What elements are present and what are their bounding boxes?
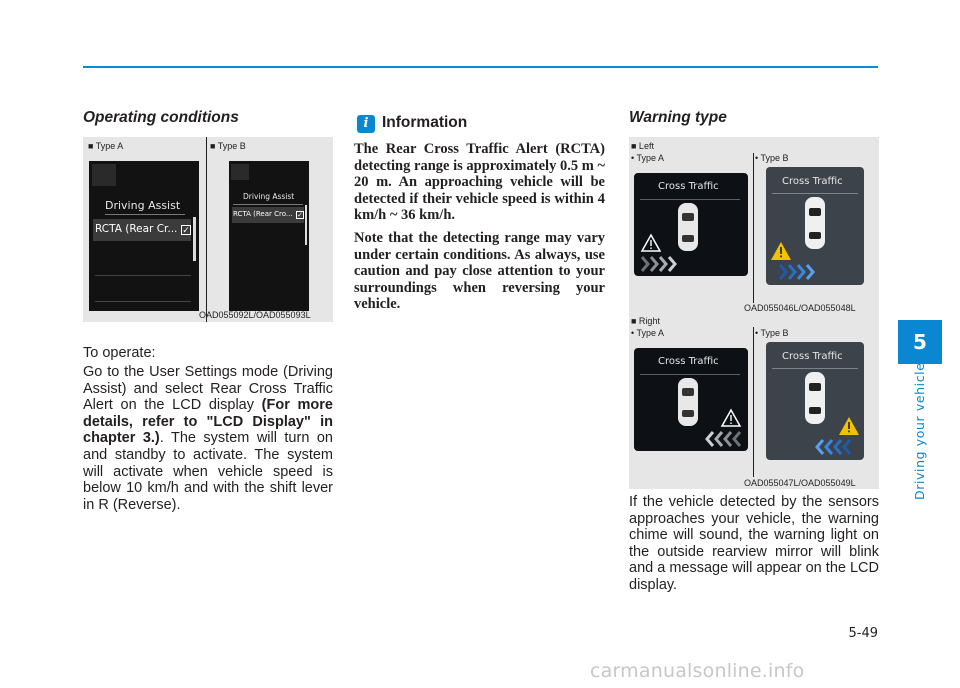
figure-divider [753, 153, 754, 303]
lcd-screen-tab [231, 164, 249, 180]
screen-title: Cross Traffic [658, 181, 719, 192]
lcd-screen-title: Driving Assist [105, 199, 181, 212]
lcd-menu-item-rcta: RCTA (Rear Cr... [95, 223, 178, 235]
car-icon [805, 197, 825, 249]
figure-divider [206, 137, 207, 322]
screen-title: Cross Traffic [782, 351, 843, 362]
approach-arrows-icon [642, 257, 675, 271]
to-operate-label: To operate: [83, 345, 156, 361]
information-paragraph-1: The Rear Cross Traffic Alert (RCTA) detecting range is approximately 0.5 m ~ 20 m. An approaching vehicle will be detected if their vehicle speed is within 4 km/h ~ 36 km/h. [354, 141, 605, 224]
right-type-b-label: • Type B [755, 328, 789, 338]
left-warning-graphic-a [634, 173, 748, 276]
approach-arrows-icon [780, 265, 813, 279]
chapter-title-vertical: Driving your vehicle [912, 362, 927, 500]
watermark: carmanualsonline.info [590, 660, 805, 682]
lcd-screen-type-b [229, 161, 309, 311]
warning-triangle-icon [722, 410, 740, 426]
cross-traffic-screen-right-a [634, 348, 748, 451]
lcd-screen-type-a [89, 161, 199, 311]
figure-type-a-label: ■ Type A [88, 141, 124, 151]
checkbox-icon: ✓ [297, 212, 303, 219]
right-warning-graphic-b [766, 342, 864, 460]
approach-arrows-icon [817, 440, 850, 454]
car-icon [678, 378, 698, 426]
header-rule [83, 66, 878, 68]
warning-triangle-icon [839, 417, 859, 435]
right-label: ■ Right [631, 316, 660, 326]
screen-title: Cross Traffic [658, 356, 719, 367]
warning-type-heading: Warning type [629, 109, 727, 126]
warning-figure-right [629, 313, 879, 489]
screen-title: Cross Traffic [782, 176, 843, 187]
figure-code-left: OAD055046L/OAD055048L [744, 303, 856, 313]
lcd-row-divider [95, 275, 191, 276]
left-type-b-label: • Type B [755, 153, 789, 163]
lcd-scrollbar [305, 205, 307, 245]
operating-conditions-heading: Operating conditions [83, 109, 239, 126]
information-icon: i [357, 115, 375, 133]
information-body [354, 141, 605, 319]
lcd-menu-item-rcta: RCTA (Rear Cro... [233, 210, 293, 218]
operating-figure [83, 137, 333, 322]
figure-code-right: OAD055047L/OAD055049L [744, 478, 856, 488]
chapter-number-tab: 5 [898, 320, 942, 364]
car-icon [678, 203, 698, 251]
lcd-title-rule [105, 214, 185, 215]
warning-figure-left [629, 137, 879, 313]
left-type-a-label: • Type A [631, 153, 665, 163]
lcd-row-divider [95, 301, 191, 302]
warning-triangle-icon [642, 235, 660, 251]
page-number: 5-49 [848, 626, 878, 641]
figure-type-b-label: ■ Type B [210, 141, 246, 151]
figure-code: OAD055092L/OAD055093L [199, 310, 311, 320]
warning-triangle-icon [771, 242, 791, 260]
operating-paragraph: Go to the User Settings mode (Driving Assist) and select Rear Cross Traffic Alert on the LCD display (For more details, refer to "LCD Display" in chapter 3.). The system will turn on and standby to activate. The system will activate when vehicle speed is below 10 km/h and with the shift lever in R (Reverse). [83, 364, 333, 513]
cross-traffic-screen-left-a [634, 173, 748, 276]
cross-traffic-screen-left-b [766, 167, 864, 285]
car-icon [805, 372, 825, 424]
left-label: ■ Left [631, 141, 654, 151]
lcd-screen-tab [92, 164, 116, 186]
right-type-a-label: • Type A [631, 328, 665, 338]
information-paragraph-2: Note that the detecting range may vary under certain conditions. As always, use caution and pay close attention to your surroundings when reversing your vehicle. [354, 229, 605, 313]
lcd-title-rule [233, 204, 303, 205]
checkbox-icon: ✓ [182, 225, 190, 235]
information-title: Information [382, 114, 468, 131]
cross-traffic-screen-right-b [766, 342, 864, 460]
lcd-scrollbar [193, 217, 196, 261]
lcd-screen-title: Driving Assist [243, 192, 295, 201]
left-warning-graphic-b [766, 167, 864, 285]
approach-arrows-icon [707, 432, 740, 446]
warning-paragraph: If the vehicle detected by the sensors approaches your vehicle, the warning chime will sound, the warning light on the outside rearview mirror will blink and a message will appear on the LCD display. [629, 494, 879, 593]
right-warning-graphic-a [634, 348, 748, 451]
figure-divider [753, 327, 754, 477]
